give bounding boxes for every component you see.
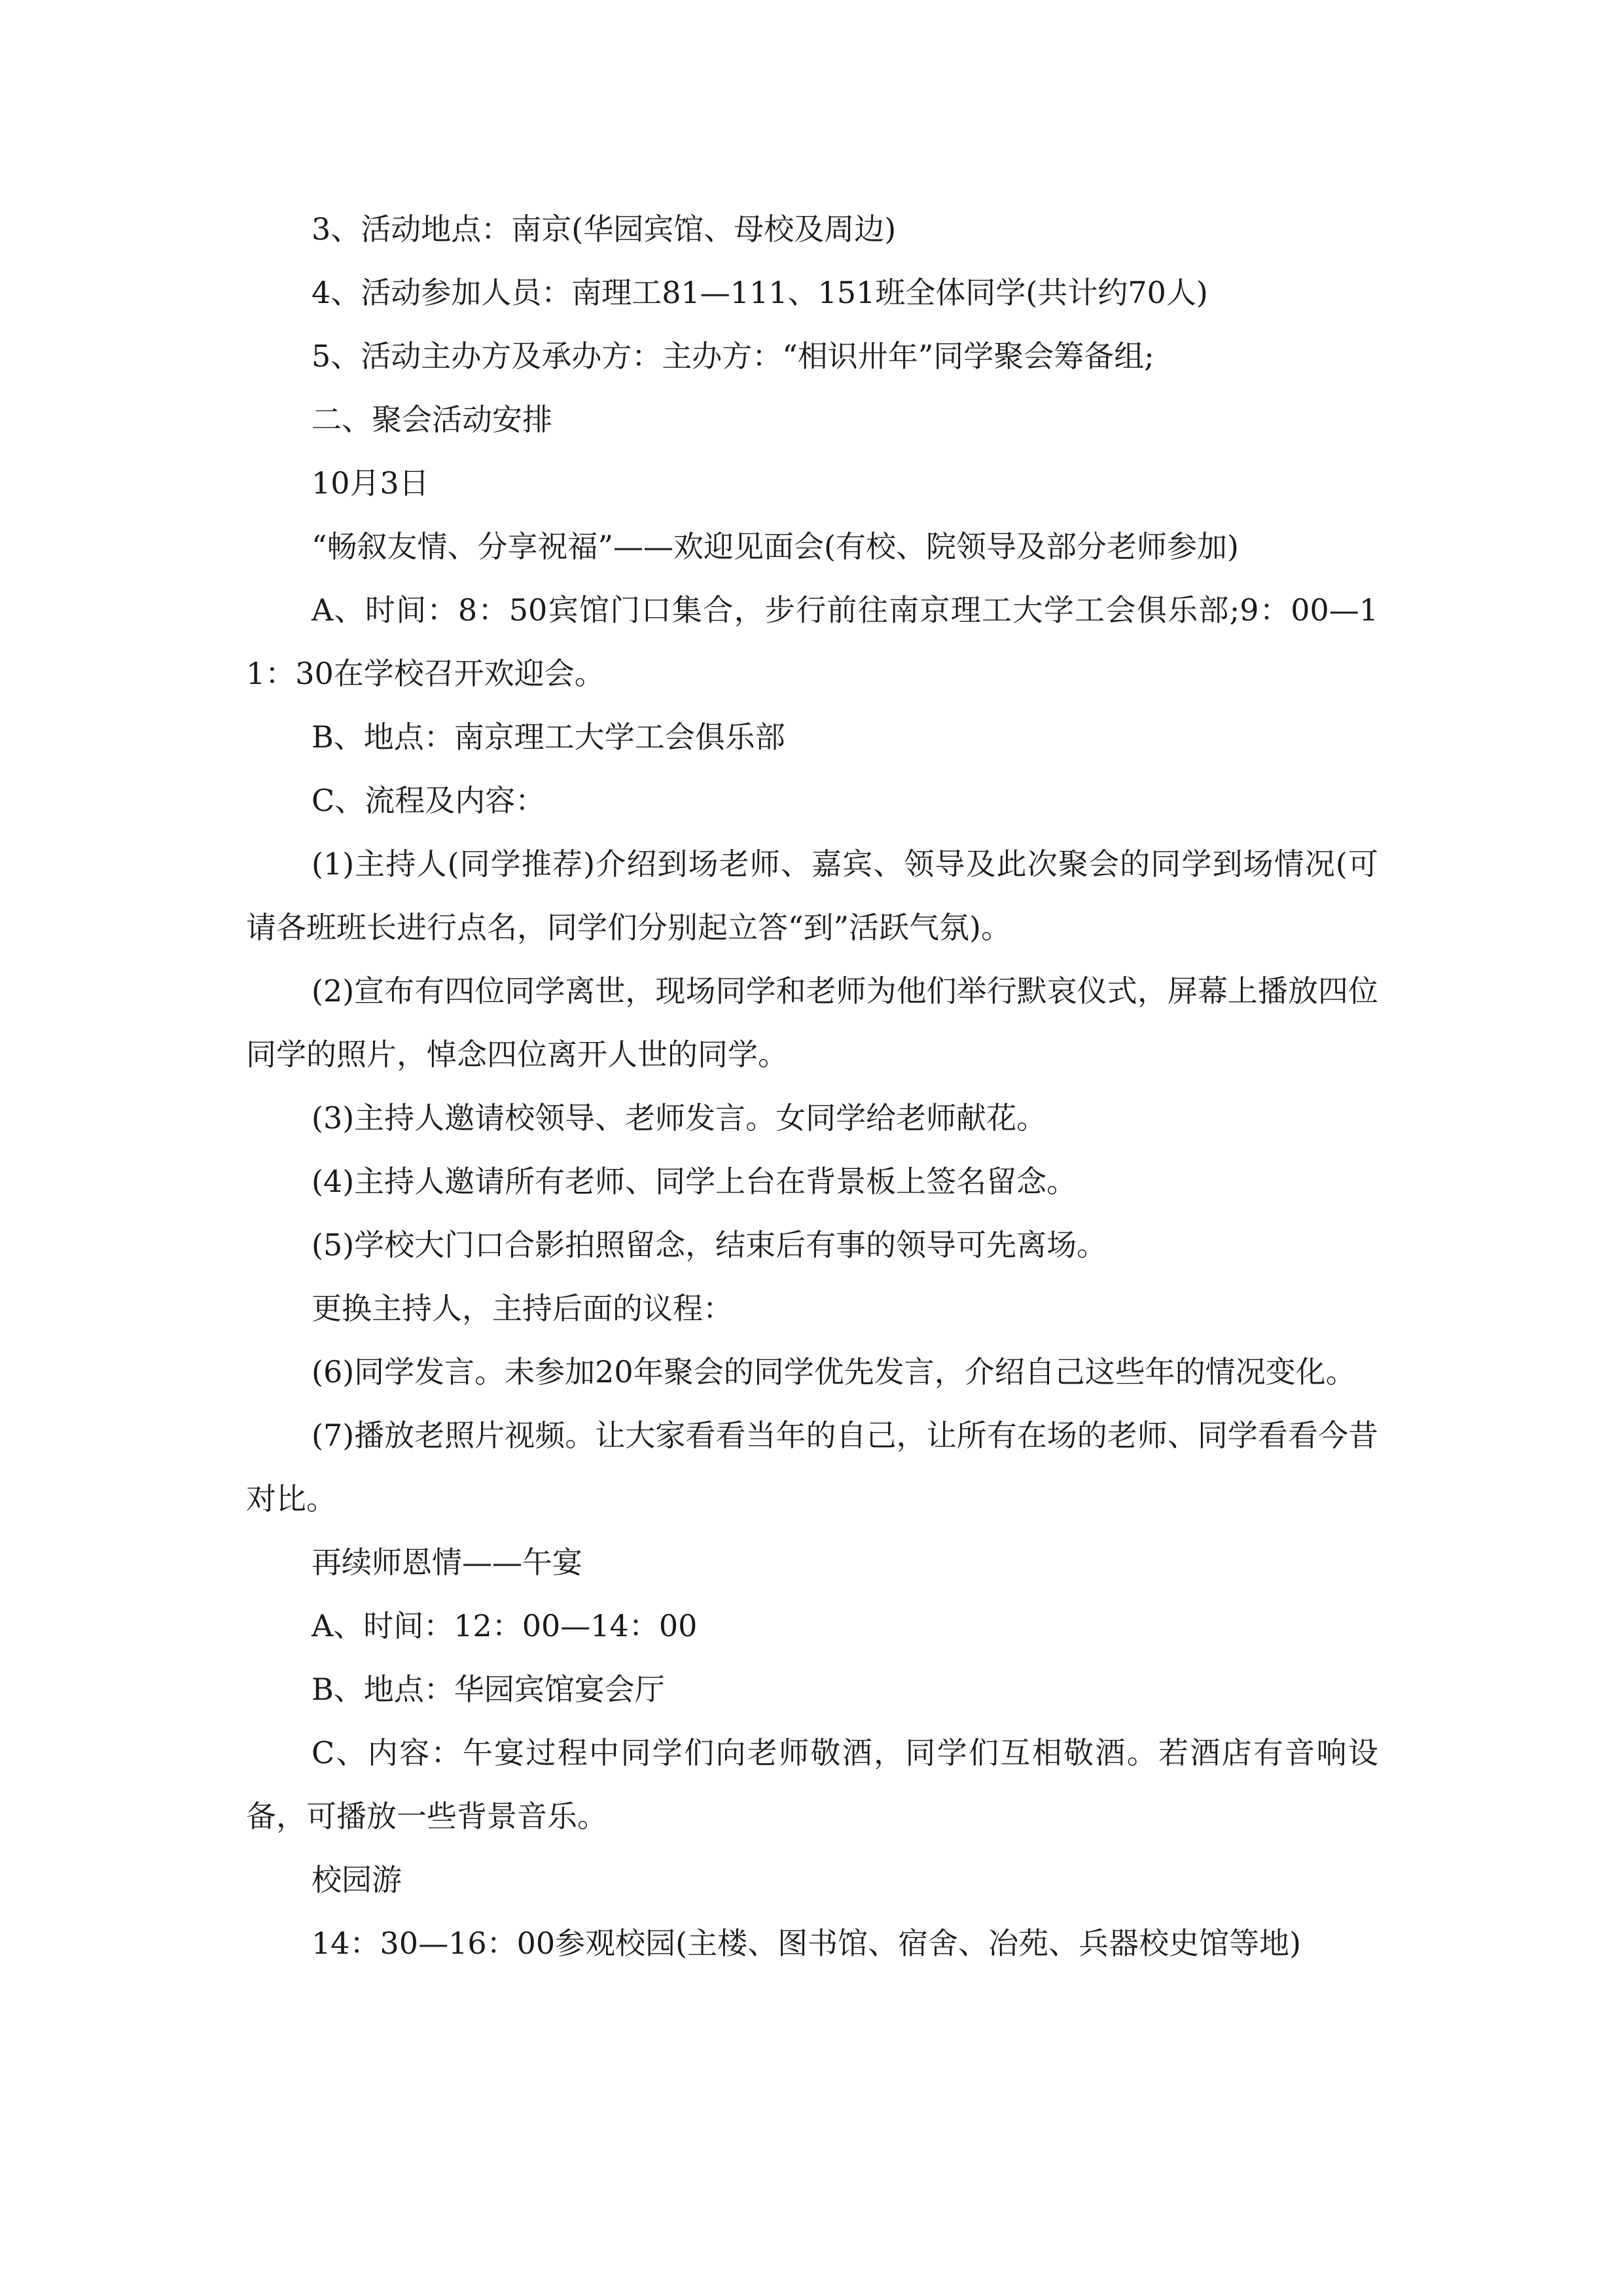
document-body [246, 198, 1378, 1975]
paragraph-step-3: (3)主持人邀请校领导、老师发言。女同学给老师献花。 [312, 1100, 1047, 1136]
paragraph-lunch-content: C、内容：午宴过程中同学们向老师敬酒，同学们互相敬酒。若酒店有音响设备，可播放一些背景音乐。 [246, 1735, 1378, 1834]
paragraph-step-2: (2)宣布有四位同学离世，现场同学和老师为他们举行默哀仪式，屏幕上播放四位同学的照片，悼念四位离开人世的同学。 [246, 973, 1378, 1072]
paragraph-meeting-location: B、地点：南京理工大学工会俱乐部 [312, 719, 785, 755]
paragraph-step-5: (5)学校大门口合影拍照留念，结束后有事的领导可先离场。 [312, 1227, 1107, 1263]
paragraph-venue: 3、活动地点：南京(华园宾馆、母校及周边) [312, 211, 897, 247]
paragraph-step-7: (7)播放老照片视频。让大家看看当年的自己，让所有在场的老师、同学看看今昔对比。 [246, 1418, 1378, 1516]
section-heading-schedule: 二、聚会活动安排 [312, 402, 552, 437]
paragraph-lunch-location: B、地点：华园宾馆宴会厅 [312, 1672, 665, 1707]
paragraph-campus-tour-time: 14：30—16：00参观校园(主楼、图书馆、宿舍、冶苑、兵器校史馆等地) [312, 1926, 1302, 1961]
paragraph-organizer: 5、活动主办方及承办方：主办方：“相识卅年”同学聚会筹备组; [312, 338, 1154, 374]
paragraph-step-6: (6)同学发言。未参加20年聚会的同学优先发言，介绍自己这些年的情况变化。 [312, 1354, 1356, 1390]
paragraph-lunch-heading: 再续师恩情——午宴 [312, 1545, 582, 1580]
paragraph-date: 10月3日 [312, 465, 429, 501]
paragraph-host-change: 更换主持人，主持后面的议程： [312, 1291, 733, 1326]
paragraph-process-heading: C、流程及内容： [312, 783, 546, 818]
paragraph-meeting-time: A、时间：8：50宾馆门口集合，步行前往南京理工大学工会俱乐部;9：00—11：30在学校召开欢迎会。 [246, 592, 1378, 691]
paragraph-campus-tour-heading: 校园游 [312, 1862, 402, 1897]
paragraph-step-4: (4)主持人邀请所有老师、同学上台在背景板上签名留念。 [312, 1164, 1077, 1199]
paragraph-participants: 4、活动参加人员：南理工81—111、151班全体同学(共计约70人) [312, 275, 1208, 310]
paragraph-welcome-meeting: “畅叙友情、分享祝福”——欢迎见面会(有校、院领导及部分老师参加) [312, 529, 1239, 564]
paragraph-step-1: (1)主持人(同学推荐)介绍到场老师、嘉宾、领导及此次聚会的同学到场情况(可请各班班长进行点名，同学们分别起立答“到”活跃气氛)。 [246, 846, 1378, 945]
paragraph-lunch-time: A、时间：12：00—14：00 [312, 1608, 698, 1643]
